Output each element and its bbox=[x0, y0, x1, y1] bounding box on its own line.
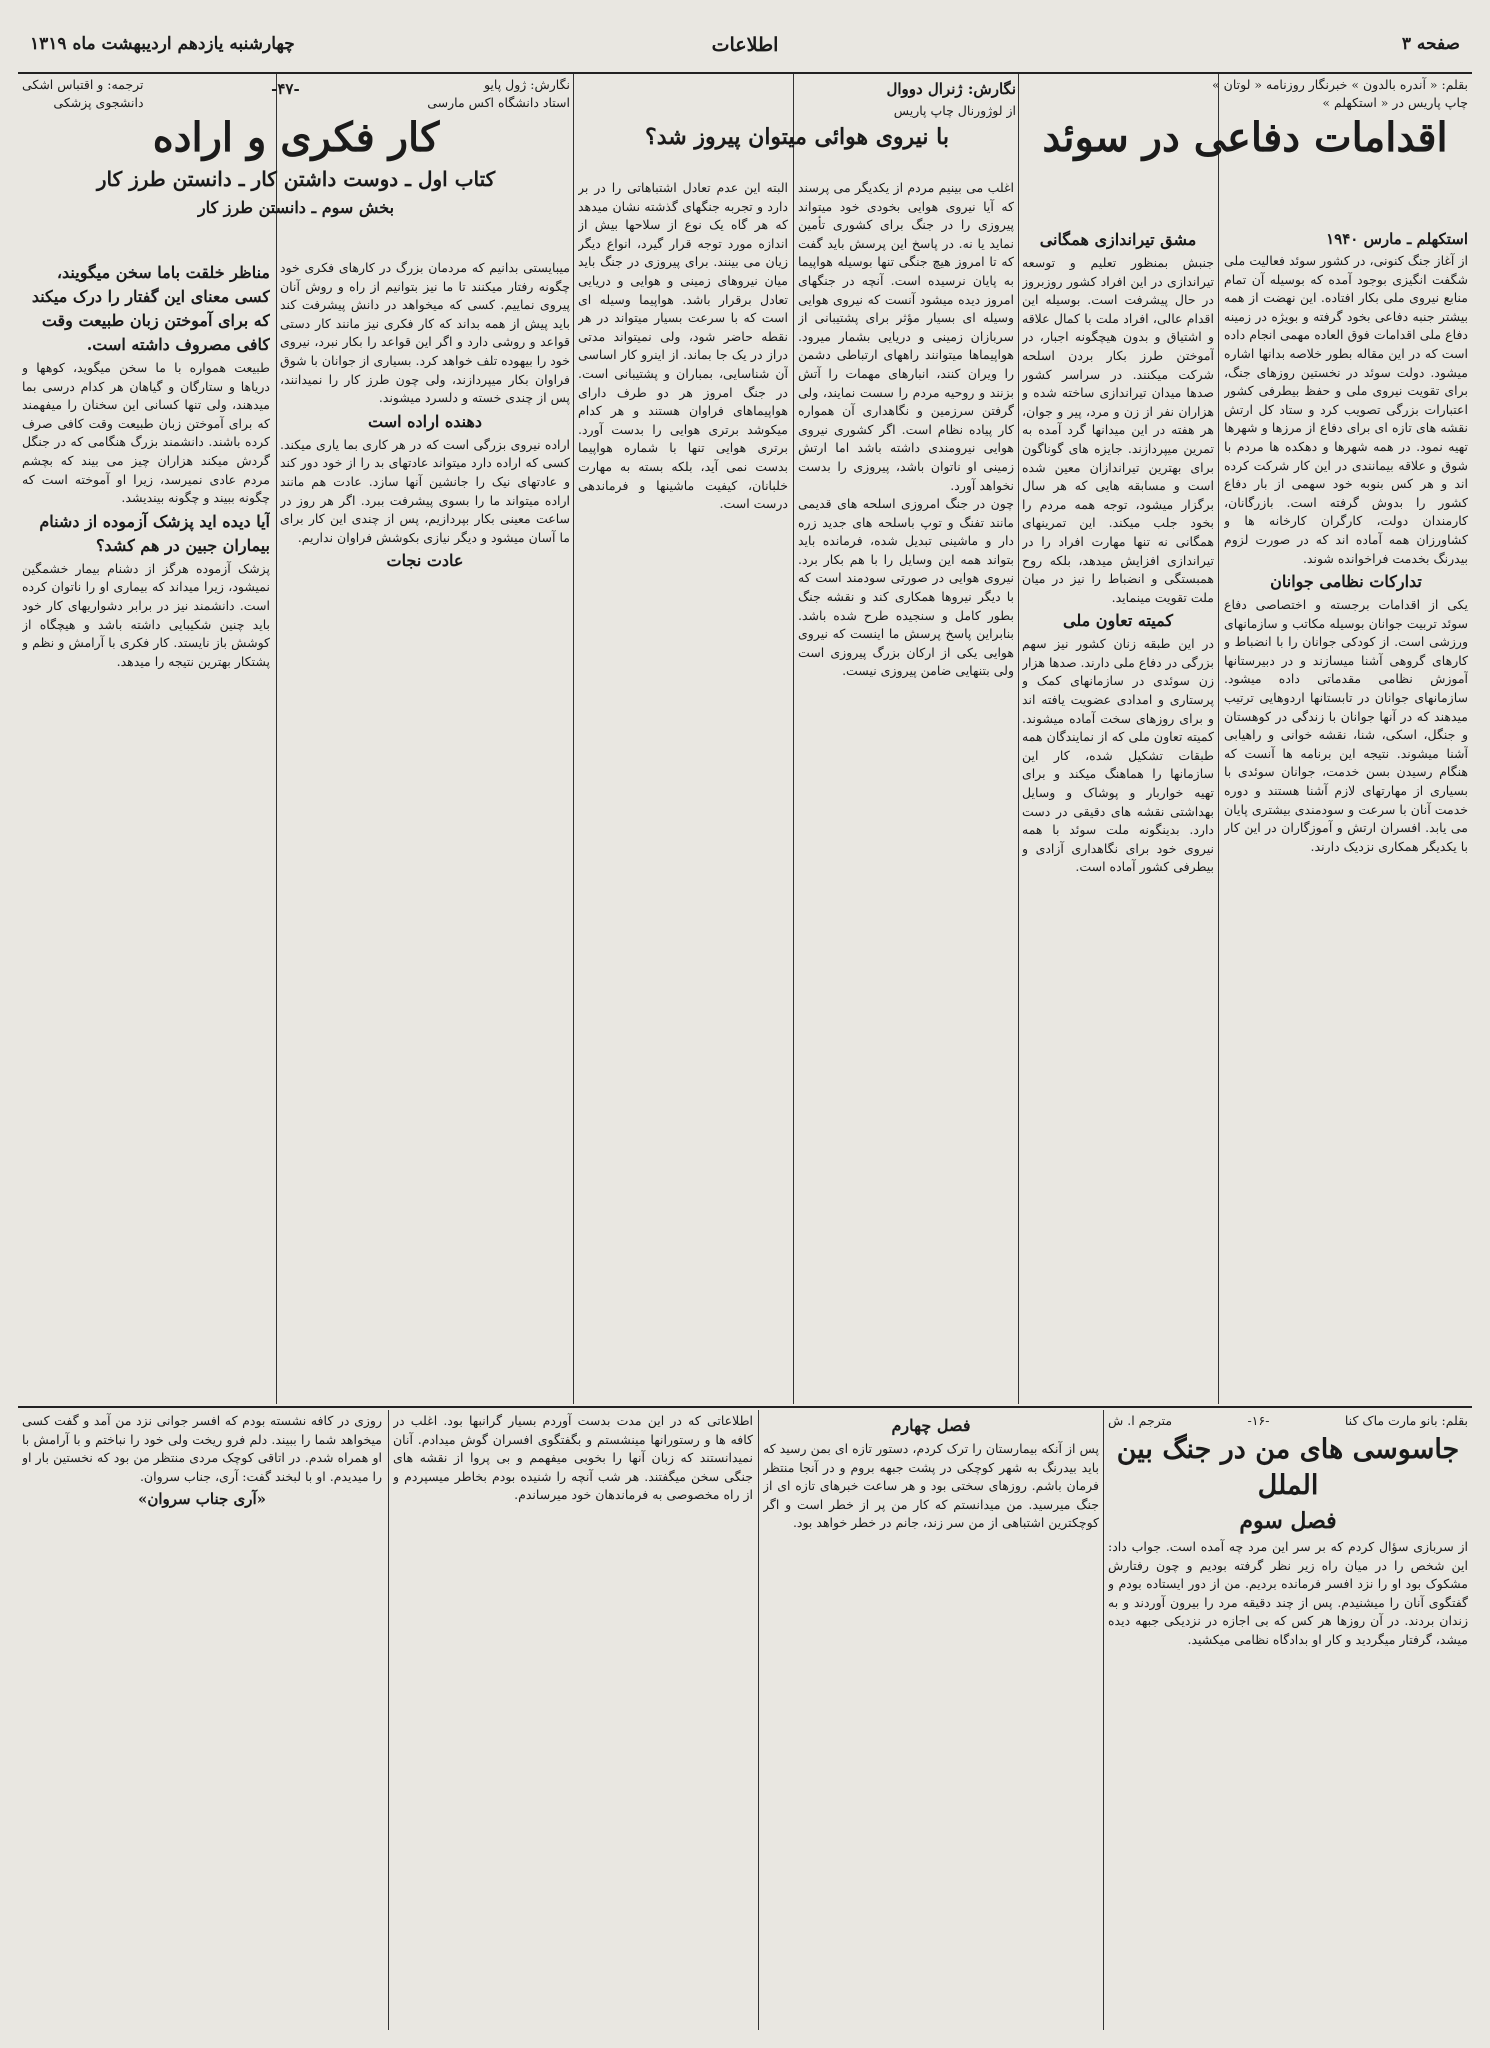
spy-col-2 bbox=[763, 1412, 1099, 2024]
divider bbox=[1103, 1410, 1104, 2030]
sweden-subhead-training: مشق تیراندازی همگانی bbox=[1039, 230, 1197, 249]
air-headline: با نیروی هوائی میتوان پیروز شد؟ bbox=[645, 124, 949, 150]
will-subhead-d: آیا دیده اید پزشک آزموده از دشنام بیماران جبین در هم کشد؟ bbox=[39, 511, 270, 555]
sweden-subhead-coop: کمیته تعاون ملی bbox=[1063, 611, 1173, 631]
air-col-2 bbox=[578, 179, 788, 1394]
air-col-1 bbox=[798, 179, 1014, 1394]
sweden-subhead-youth: تدارکات نظامی جوانان bbox=[1270, 572, 1422, 592]
will-col-2 bbox=[22, 259, 270, 1394]
spy-headline: جاسوسی های من در جنگ بین الملل bbox=[1116, 1434, 1460, 1501]
spy-body-2: پس از آنکه بیمارستان را ترک کردم، دستور تازه ای بمن رسید که باید بیدرنگ به شهر کوچکی در پشت جبهه بروم و در آنجا منتظر فرمان باشم. روزهای سختی بود و هر ساعت خبرهای تازه ای از جنگ میرسید. من میدانستم که کار من پر از خطر است و اگر کوچکترین اشتباهی از من سر زند، جانم در خطر خواهد بود. bbox=[763, 1441, 1099, 1531]
will-subhead-b: دهنده اراده است bbox=[368, 411, 482, 431]
sweden-byline: بقلم: « آندره بالدون » خبرنگار روزنامه « لوتان » bbox=[1212, 77, 1468, 92]
divider bbox=[573, 74, 574, 1404]
spy-sign-off: «آری جناب سروان» bbox=[137, 1490, 267, 1509]
will-body-1: میبایستی بدانیم که مردمان بزرگ در کارهای فکری خود چگونه رفتار میکنند تا ما نیز بتوانیم از راه و روش آنان پیروی نماییم. کسی که میخواهد در دانش پیشرفت کند باید پیش از همه بداند که کار فکری نیز مانند کار دستی قواعد و روشی دارد و اگر این قواعد را بکار نبرد، نیروی خود را بیهوده تلف خواهد کرد. بسیاری از جوانان با شوق فراوان بکار میپردازند، ولی چون طرز کار را نمیدانند، پس از چندی خسته و دلسرد میشوند. bbox=[280, 260, 570, 406]
will-page-number: -۴۷- bbox=[271, 80, 300, 98]
will-body-4: پزشک آزموده هرگز از دشنام بیمار خشمگین نمیشود، زیرا میداند که بیماری او را ناتوان کرده است. دانشمند نیز در برابر دشواریهای کار خود باید چنین شکیبایی داشته باشد و هیچگاه از کوشش باز نایستد. کار فکری با آرامش و نظم و پشتکار بهترین نتیجه را میدهد. bbox=[22, 560, 270, 669]
masthead-rule bbox=[18, 72, 1472, 74]
divider bbox=[758, 1410, 759, 2030]
air-body-1: اغلب می بینیم مردم از یکدیگر می پرسند که آیا نیروی هوایی بخودی خود میتواند پیروزی را در جنگ برای کشوری تأمین نماید یا نه. در پاسخ این پرسش باید گفت که تا امروز هیچ جنگی تنها بوسیله هواپیما به پایان نرسیده است. آنچه در جنگهای امروز دیده میشود آنست که نیروی هوایی وسیله ای بسیار مؤثر برای پشتیبانی از سربازان زمینی و دریایی بشمار میرود. هواپیماها میتوانند راههای ارتباطی دشمن را ویران کنند، انبارهای مهمات را آتش بزنند و روحیه مردم را سست نمایند، ولی گرفتن سرزمین و نگاهداری آن همواره کار پیاده نظام است. اگر کشوری نیروی هوایی نیرومندی داشته باشد اما ارتش زمینی او ناتوان باشد، پیروزی را بدست نخواهد آورد. bbox=[798, 180, 1014, 493]
will-section: بخش سوم ـ دانستن طرز کار bbox=[197, 198, 395, 217]
air-source: از لوژورنال چاپ پاریس bbox=[893, 103, 1016, 118]
newspaper-page bbox=[18, 14, 1472, 2034]
air-byline: نگارش: ژنرال دووال bbox=[886, 80, 1016, 98]
sweden-body-1: از آغاز جنگ کنونی، در کشور سوئد فعالیت ملی شگفت انگیزی بوجود آمده که بوسیله آن تمام منابع نیروی ملی بکار افتاده. این نهضت از همه بیشتر جنبه دفاعی بخود گرفته و بویژه در زمینه دفاع ملی اقدامات فوق العاده مهمی انجام داده است که در این مقاله بطور خلاصه بدانها اشاره میشود. دولت سوئد در نخستین روزهای جنگ، برای تقویت نیروی ملی و حفظ بیطرفی کشور اعتبارات بزرگی تصویب کرد و ستاد کل ارتش نقشه های تازه ای برای دفاع از مرزها و شهرها تهیه نمود. در همه شهرها و دهکده ها مردم با شوق و علاقه بیمانندی در این کار شرکت کرده اند و هر کس بنوبه خود سهمی از بار دفاع کشور را بدوش گرفته است. بازرگانان، کارمندان دولت، کارگران کارخانه ها و کشاورزان همه آماده اند که در صورت لزوم بیدرنگ بخدمت فراخوانده شوند. bbox=[1224, 253, 1468, 566]
page-label: صفحه ۳ bbox=[1401, 34, 1460, 54]
will-body-2: طبیعت همواره با ما سخن میگوید، کوهها و دریاها و ستارگان و گیاهان هر کدام درسی بما میدهند، ولی تنها کسانی این سخنان را میفهمند که برای آموختن زبان طبیعت وقت کافی صرف کرده باشند. دانشمند بزرگ هنگامی که در جنگل گردش میکند هزاران چیز می بیند که بچشم مردم عادی نمیرسد، زیرا او آموخته است که چگونه ببیند و چگونه بیندیشد. bbox=[22, 360, 270, 506]
spy-chapter-4: فصل چهارم bbox=[891, 1416, 971, 1435]
will-header bbox=[22, 76, 570, 256]
sweden-col-2 bbox=[1022, 226, 1214, 1396]
will-author-title: استاد دانشگاه اکس مارسی bbox=[427, 95, 570, 110]
sweden-dateline: استکهلم ـ مارس ۱۹۴۰ bbox=[1326, 230, 1468, 248]
air-header bbox=[578, 76, 1016, 176]
sweden-body-4: در این طبقه زنان کشور نیز سهم بزرگی در دفاع ملی دارند. صدها هزار زن سوئدی در سازمانهای کمک و پرستاری و امدادی عضویت یافته اند و برای روزهای سخت آماده میشوند. کمیته تعاون ملی که از نمایندگان همه طبقات تشکیل شده، کار این سازمانها را هماهنگ میکند و برای تهیه خواربار و پوشاک و وسایل بهداشتی نقشه های دقیقی در دست دارد. بدینگونه ملت سوئد با همه نیروی خود برای نگاهداری آزادی و بیطرفی کشور آماده است. bbox=[1022, 636, 1214, 875]
spy-body-3: اطلاعاتی که در این مدت بدست آوردم بسیار گرانبها بود. اغلب در کافه ها و رستورانها مینشستم و بگفتگوی افسران گوش میدادم. آنان نمیدانستند که زبان آنها را بخوبی میفهمم و بی پروا از نقشه های جنگی سخن میگفتند. هر شب آنچه را شنیده بودم بخاطر میسپردم و از راه مخصوصی به فرماندهان خود میرساندم. bbox=[393, 1413, 753, 1503]
will-byline: نگارش: ژول پایو bbox=[483, 77, 570, 92]
divider bbox=[276, 74, 277, 1404]
will-body-3: اراده نیروی بزرگی است که در هر کاری بما یاری میکند. کسی که اراده دارد میتواند عادتهای بد را از خود دور کند و عادتهای نیک را جانشین آنها سازد. عادت هم مانند اراده میتواند ما را بسوی پیشرفت ببرد. اگر هر روز در ساعت معینی بکار بپردازیم، پس از چندی این کار برای ما آسان میشود و دیگر نیازی بکوشش فراوان نداریم. bbox=[280, 436, 570, 545]
spy-col-1 bbox=[1108, 1412, 1468, 2024]
will-subhead-c: عادت نجات bbox=[386, 551, 464, 571]
sweden-body-2: جنبش بمنظور تعلیم و توسعه تیراندازی در این افراد کشور روزبروز در حال پیشرفت است. بوسیله این اقدام عالی، افراد ملت با کمال علاقه و اشتیاق و بدون هیچگونه اجبار، در آموختن طرز بکار بردن اسلحه شرکت میکنند. در سراسر کشور صدها میدان تیراندازی ساخته شده و هزاران نفر از زن و مرد، پیر و جوان، هر هفته در این میدانها گرد آمده به تمرین میپردازند. جایزه های گوناگون برای بهترین تیراندازان معین شده است و مسابقه هایی که هر سال برگزار میشود، توجه همه مردم را بخود جلب میکند. این تمرینهای همگانی نه تنها مهارت افراد را در تیراندازی افزایش میدهد، بلکه روح همبستگی و انضباط را نیز در میان ملت تقویت مینماید. bbox=[1022, 255, 1214, 605]
divider bbox=[1018, 74, 1019, 1404]
spy-page-number: -۱۶- bbox=[1247, 1413, 1270, 1428]
spy-col-4 bbox=[22, 1412, 382, 2024]
will-headline: کار فکری و اراده bbox=[152, 114, 440, 161]
spy-chapter: فصل سوم bbox=[1239, 1508, 1337, 1534]
spy-body-1: از سربازی سؤال کردم که بر سر این مرد چه آمده است. جواب داد: این شخص را در میان راه زیر نظر گرفته بودیم و چون رفتارش مشکوک بود او را نزد افسر فرمانده بردیم. من از دور ایستاده بودم و گفتگوی آنان را میشنیدم. پس از چند دقیقه مرد را بیرون آوردند و به زندان بردند. در آن روزها هر کس که بی اجازه در نزدیکی جبهه دیده میشد، گرفتار میگردید و کار او بدادگاه نظامی میکشید. bbox=[1108, 1539, 1468, 1647]
section-rule bbox=[18, 1406, 1472, 1408]
sweden-header bbox=[1022, 76, 1468, 226]
sweden-headline: اقدامات دفاعی در سوئد bbox=[1042, 114, 1448, 161]
date-line: چهارشنبه یازدهم اردیبهشت ماه ۱۳۱۹ bbox=[30, 34, 295, 54]
will-translator-title: دانشجوی پزشکی bbox=[53, 95, 144, 110]
divider bbox=[388, 1410, 389, 2030]
spy-translator: مترجم ا. ش bbox=[1108, 1413, 1173, 1428]
air-body-3: چون در جنگ امروزی اسلحه های قدیمی مانند تفنگ و توپ باسلحه های جدید زره دار و ماشینی تبدیل شده، فرمانده باید بتواند همه این وسایل را با هم بکار برد. نیروی هوایی در صورتی سودمند است که با دیگر نیروها همکاری کند و نقشه جنگ بطور کامل و سنجیده طرح شده باشد. بنابراین پاسخ پرسش ما اینست که نیروی هوایی یکی از ارکان بزرگ پیروزی است ولی بتنهایی ضامن پیروزی نیست. bbox=[798, 496, 1014, 679]
masthead bbox=[18, 14, 1472, 72]
sweden-body-3: یکی از اقدامات برجسته و اختصاصی دفاع سوئد تربیت جوانان بوسیله مکاتب و سازمانهای ورزشی است. از کودکی جوانان را با انضباط و کارهای گروهی آشنا میسازند و در دبیرستانها آموزش نظامی مقدماتی داده میشود. سازمانهای جوانان در تابستانها اردوهایی ترتیب میدهند که در آنها جوانان با زندگی در کوهستان و جنگل، اسکی، شنا، نقشه خوانی و راهیابی آشنا میشوند. نتیجه این برنامه ها آنست که هنگام رسیدن بسن خدمت، جوانان سوئدی با بسیاری از مهارتهای لازم آشنا هستند و دوره خدمت آنان با سرعت و سودمندی بیشتری پایان می یابد. افسران ارتش و آموزگاران در این کار با یکدیگر همکاری نزدیک دارند. bbox=[1224, 597, 1468, 854]
sweden-reprint: چاپ پاریس در « استکهلم » bbox=[1322, 95, 1468, 110]
spy-byline: بقلم: بانو مارت ماک کنا bbox=[1344, 1413, 1468, 1428]
will-book-line: کتاب اول ـ دوست داشتن کار ـ دانستن طرز کار bbox=[96, 167, 496, 191]
will-translator: ترجمه: و اقتباس اشکی bbox=[22, 77, 144, 92]
spy-col-3 bbox=[393, 1412, 753, 2024]
spy-body-4: روزی در کافه نشسته بودم که افسر جوانی نزد من آمد و گفت کسی میخواهد شما را ببیند. دلم فرو ریخت ولی خود را نباختم و با آرامش با او همراه شدم. در اتاقی کوچک مردی منتظر من بود که نخستین بار او را میدیدم. او با لبخند گفت: آری، جناب سروان. bbox=[22, 1413, 382, 1484]
will-subhead-a: مناظر خلقت باما سخن میگویند، کسی معنای این گفتار را درک میکند که برای آموختن زبان طبیعت وقت کافی مصروف داشته است. bbox=[31, 263, 270, 354]
sweden-col-1 bbox=[1224, 226, 1468, 1396]
paper-name: اطلاعات bbox=[711, 34, 779, 56]
divider bbox=[793, 74, 794, 1404]
air-body-2: البته این عدم تعادل اشتباهاتی را در بر دارد و تجربه جنگهای گذشته نشان میدهد که هر گاه یک نوع از سلاحها بیش از اندازه مورد توجه قرار گیرد، انواع دیگر زیان می بینند. برای پیروزی در جنگ باید میان نیروهای زمینی و هوایی و دریایی تعادل برقرار باشد. هواپیما وسیله ای است که با سرعت بسیار میتواند در هر نقطه حاضر شود، ولی نمیتواند مدتی دراز در یک جا بماند. از اینرو کار اساسی آن شناسایی، بمباران و پشتیبانی است. در جنگ امروز هر دو طرف دارای هواپیماهای فراوان هستند و هر کدام میکوشد برتری هوایی را بدست آورد. برتری هوایی تنها با شماره هواپیما بدست نمی آید، بلکه بسته به مهارت خلبانان، کیفیت ماشینها و فرماندهی درست است. bbox=[578, 180, 788, 512]
divider bbox=[1218, 74, 1219, 1404]
will-col-1 bbox=[280, 259, 570, 1394]
